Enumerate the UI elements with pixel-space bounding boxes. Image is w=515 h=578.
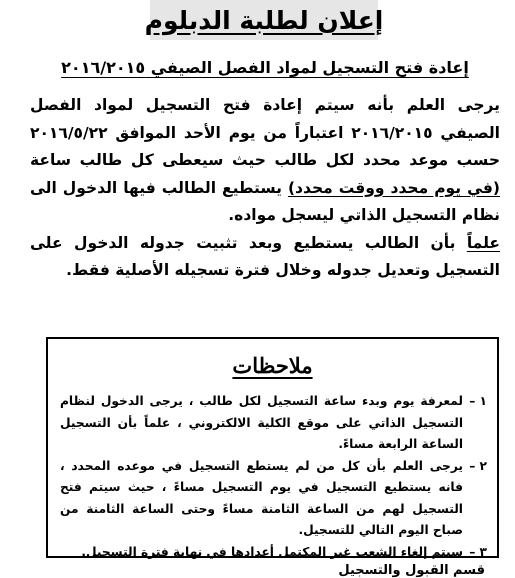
footer-signature-line: قسم القبول والتسجيل xyxy=(338,563,485,578)
page-subtitle: إعادة فتح التسجيل لمواد الفصل الصيفي ٢٠١٦/٢٠١٥ xyxy=(61,58,469,77)
notes-list xyxy=(60,391,487,563)
paragraph-1-end: يستطيع الطالب فيها الدخول الى نظام التسجيل الذاتي ليسجل مواده. xyxy=(30,178,500,224)
note-text: سيتم إلغاء الشعب غير المكتمل أعدادها في نهاية فترة التسجيل. xyxy=(81,544,463,559)
body-paragraph-1 xyxy=(30,92,500,230)
note-number: ٣ – xyxy=(469,544,487,559)
body-paragraph-2 xyxy=(30,230,500,285)
title-banner xyxy=(144,0,384,40)
paragraph-1-underlined: (في يوم محدد ووقت محدد) xyxy=(287,178,500,197)
note-item xyxy=(60,391,487,456)
paragraph-2-underlined: علماً xyxy=(466,233,500,252)
note-number: ١ – xyxy=(469,394,487,408)
notes-box xyxy=(46,337,499,558)
paragraph-2-rest: بأن الطالب يستطيع وبعد تثبيت جدوله الدخول على التسجيل وتعديل جدوله وخلال فترة تسجيله الأصلية فقط. xyxy=(30,233,500,279)
notes-heading: ملاحظات xyxy=(232,353,313,378)
page-title: إعلان لطلبة الدبلوم xyxy=(144,5,384,35)
note-text: لمعرفة يوم وبدء ساعة التسجيل لكل طالب ، يرجى الدخول لنظام التسجيل الذاتي على موقع الكلية الالكتروني ، علماً بأن التسجيل الساعة الرابعة مساءً. xyxy=(60,394,463,451)
note-text: يرجى العلم بأن كل من لم يستطع التسجيل في موعده المحدد ، فانه يستطيع التسجيل في يوم التسجيل مساءً ، حيث سيتم فتح التسجيل لهم من الساعة الثامنة مساءً وحتى الساعة الثامنة من صباح اليوم التالي للتسجيل. xyxy=(60,458,463,537)
note-item xyxy=(60,456,487,542)
note-item xyxy=(60,542,487,564)
paragraph-1-start: يرجى العلم بأنه سيتم إعادة فتح التسجيل لمواد الفصل الصيفي ٢٠١٦/٢٠١٥ اعتباراً من يوم الأحد الموافق ٢٠١٦/٥/٢٢ حسب موعد محدد لكل طالب حيث سيعطى كل طالب ساعة xyxy=(30,96,500,169)
announcement-body xyxy=(30,92,500,285)
note-number: ٢ – xyxy=(469,458,487,473)
